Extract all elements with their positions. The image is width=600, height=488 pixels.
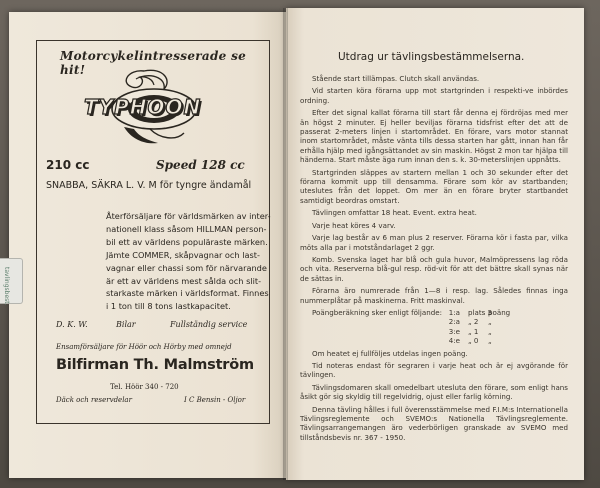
rules-paragraph: Varje heat köres 4 varv. [312,220,396,230]
phone-number: Tel. Höör 340 - 720 [110,383,179,391]
description-line: Återförsäljare för världsmärken av inter- [106,211,271,221]
points-value: plats 3 [468,307,493,317]
points-value: „ 2 [468,317,479,327]
description-line: nationell klass såsom HILLMAN person- [106,223,267,234]
points-unit: „ [488,336,492,346]
booklet-spine [283,8,288,480]
points-place: 1:a [448,307,460,317]
points-row [312,336,568,345]
description-line: bil ett av världens populäraste märken. [106,236,268,247]
points-row [312,308,568,317]
engine-size-right: Speed 128 cc [156,158,245,172]
description-line: Jämte COMMER, skåpvagnar och last- [106,249,260,260]
rules-paragraph: Stående start tillämpas. Clutch skall användas. [312,74,480,83]
rules-paragraph: Startgrinden släppes av startern mellan 1 och 30 sekunder efter det förarna kommit upp till densamma. Förare som kör av startbanden; uteslutes från det loppet. Om mer än en förare bryter startbandet samtidigt beordras omstart. [300,167,568,205]
rules-paragraph: Tävlingen omfattar 18 heat. Event. extra heat. [312,208,477,218]
tab-label: tavlingsbest. [3,267,10,306]
sole-dealer-text: Ensamförsäljare för Höör och Hörby med omnejd [56,343,232,351]
rules-paragraph: Tid noteras endast för segraren i varje heat och är ej avgörande för tävlingen. [300,360,568,380]
points-table [300,308,568,346]
page-marker-tab[interactable] [0,258,23,304]
dkw-label: D. K. W. [56,320,88,329]
points-place: 2:a [448,317,460,327]
rules-paragraph: Varje lag består av 6 man plus 2 reserver. Förarna kör i fasta par, vilka möts alla par i motståndarlaget 2 ggr. [300,233,568,252]
description-line: vagnar eller chassi som för närvarande [106,262,267,273]
rules-paragraph: Förarna äro numrerade från 1—8 i resp. lag. Således finnas inga nummerplåtar på maskinerna. Fritt maskinval. [300,286,568,305]
engine-size-left: 210 cc [46,158,90,172]
description-line: är ett av världens mest sålda och slit- [106,275,262,286]
points-value: „ 1 [468,326,479,336]
footer-right-text: I C Bensin - Oljor [184,396,246,404]
rules-paragraph: Denna tävling hålles i full överensstämmelse med F.I.M:s Internationella Tävlingsreglemente och SVEMO:s Nationella Tävlingsreglemente. Tävlingsarrangemangen äro vederbörligen granskade av SVEMO med tillståndsbevis nr. 367 - 1950. [300,404,568,442]
points-place: 3:e [448,326,460,336]
rules-text [300,74,568,445]
rules-paragraph: Efter det signal kallat förarna till start får denna ej fördröjas med mer än högst 2 minuter. Ej heller beviljas förarna tidsfrist efter det att de passerat 2-meters linjen i startområdet. En förare, vars motor stannat inom startområdet, måste vänta tills dessa starten har gått, innan han får erhålla hjälp med igångsättandet av sin maskin. Högst 2 mon tar hjälpa till händerna. Start måste äga rum innan den s. k. 30-meterslinjen uppnåtts. [300,108,568,165]
rules-paragraph: Vid starten köra förarna upp mot startgrinden i respekti-ve inbördes ordning. [300,86,568,105]
description-line: i 1 ton till 8 tons lastkapacitet. [106,301,231,312]
points-unit: „ [488,326,492,336]
company-name: Bilfirman Th. Malmström [56,357,254,373]
ad-tagline: SNABBA, SÄKRA L. V. M för tyngre ändamål [46,180,252,191]
points-label: Poängberäkning sker enligt följande: [312,307,442,317]
ad-description [106,210,271,313]
description-line: starkaste märken i världsformat. Finnes [106,288,269,299]
points-unit: „ [488,317,492,327]
rules-paragraph: Om heatet ej fullföljes utdelas ingen poäng. [312,348,468,358]
service-label: Fullständig service [170,320,248,329]
rules-paragraph: Komb. Svenska laget har blå och gula huvor, Malmöpressens lag röda och vita. Reserverna blå-gul resp. röd-vit för att det bättre skall synas när de sättas in. [300,254,568,283]
points-place: 4:e [448,336,460,346]
rules-paragraph: Tävlingsdomaren skall omedelbart utesluta den förare, som enligt hans åsikt gör sig skyldig till regelvidrig, ojust eller farlig körning. [300,382,568,402]
logo-wordmark: TYPHOON [84,95,202,119]
bilar-label: Bilar [116,320,136,329]
points-unit: poäng [488,307,511,317]
points-row [312,327,568,336]
rules-title: Utdrag ur tävlingsbestämmelserna. [338,51,525,63]
points-row [312,317,568,326]
ad-headline: Motorcykelintresserade se hit! [60,49,247,77]
footer-left-text: Däck och reservdelar [56,396,132,404]
points-value: „ 0 [468,336,479,346]
